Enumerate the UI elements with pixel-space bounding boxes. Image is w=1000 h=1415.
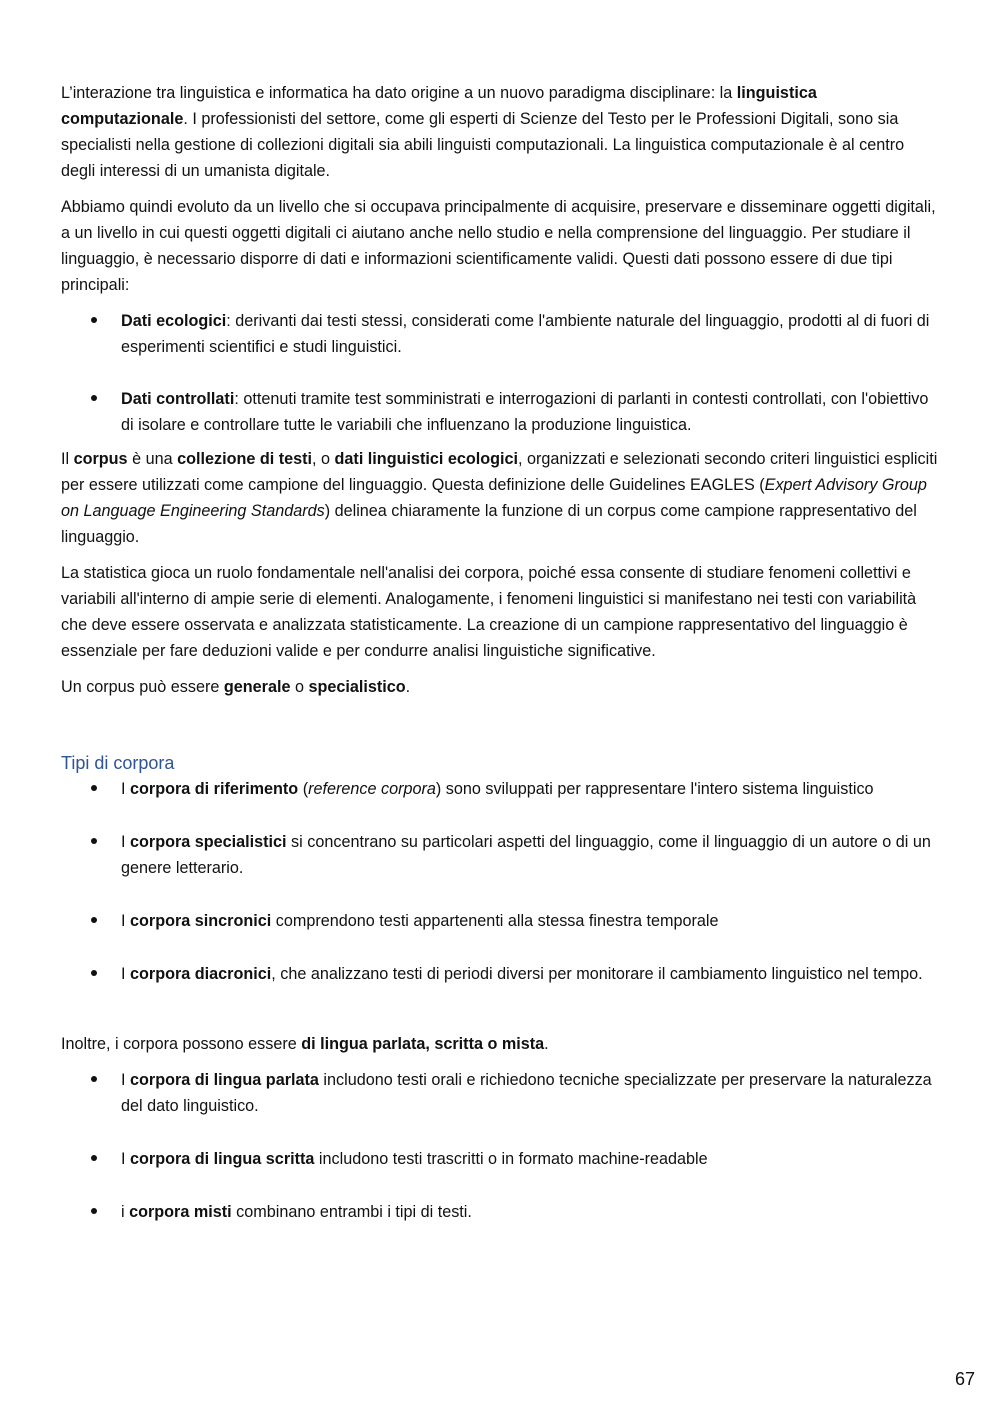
- text-run: .: [405, 678, 411, 696]
- corpora-types-list: [61, 776, 939, 987]
- document-body: [61, 80, 939, 1252]
- bold-term: corpora di lingua parlata: [130, 1071, 319, 1089]
- text-run: è una: [127, 450, 178, 468]
- list-item: [61, 908, 939, 934]
- data-types-list: [61, 308, 939, 438]
- bold-term: collezione di testi: [177, 450, 313, 468]
- text-run: : derivanti dai testi stessi, considerati come l'ambiente naturale del linguaggio, prodotti al di fuori di esperimenti scientifici e studi linguistici.: [121, 312, 930, 356]
- text-run: ) sono sviluppati per rappresentare l'intero sistema linguistico: [435, 780, 874, 798]
- paragraph-corpus-definition: [61, 446, 939, 550]
- paragraph-evolution: Abbiamo quindi evoluto da un livello che si occupava principalmente di acquisire, preservare e disseminare oggetti digitali, a un livello in cui questi oggetti digitali ci aiutano anche nello studio e nella comprensione del linguaggio. Per studiare il linguaggio, è necessario disporre di dati e informazioni scientificamente validi. Questi dati possono essere di due tipi principali:: [61, 198, 936, 294]
- text-run: I: [121, 1150, 130, 1168]
- paragraph-statistics: La statistica gioca un ruolo fondamentale nell'analisi dei corpora, poiché essa consente di studiare fenomeni collettivi e variabili all'interno di ampie serie di elementi. Analogamente, i fenomeni linguistici si manifestano nei testi con variabilità che deve essere osservata e analizzata statisticamente. La creazione di un campione rappresentativo del linguaggio è essenziale per fare deduzioni valide e per condurre analisi linguistiche significative.: [61, 564, 917, 660]
- list-item: [61, 1199, 939, 1225]
- text-run: I: [121, 912, 130, 930]
- italic-term: Expert Advisory Group on Language Engineering Standards: [61, 476, 927, 520]
- list-item: [61, 308, 939, 360]
- bold-term: corpora di lingua scritta: [130, 1150, 315, 1168]
- bold-term: dati linguistici ecologici: [334, 450, 519, 468]
- text-run: includono testi trascritti o in formato machine-readable: [314, 1150, 708, 1168]
- paragraph-intro: [61, 80, 939, 184]
- text-run: I: [121, 833, 130, 851]
- paragraph-general-specialistic: [61, 674, 939, 700]
- bold-term: linguistica computazionale: [61, 84, 817, 128]
- text-run: I: [121, 1071, 130, 1089]
- bold-term: corpora diacronici: [130, 965, 272, 983]
- page-number: 67: [954, 1369, 975, 1389]
- text-run: ) delinea chiaramente la funzione di un corpus come campione rappresentativo del linguaggio.: [61, 502, 917, 546]
- bold-term: specialistico: [308, 678, 406, 696]
- bold-term: corpora sincronici: [130, 912, 272, 930]
- text-run: I: [121, 965, 130, 983]
- list-item: [61, 961, 939, 987]
- text-run: includono testi orali e richiedono tecniche specializzate per preservare la naturalezza del dato linguistico.: [121, 1071, 932, 1115]
- list-item: [61, 1067, 939, 1119]
- text-run: combinano entrambi i tipi di testi.: [231, 1203, 472, 1221]
- text-run: si concentrano su particolari aspetti del linguaggio, come il linguaggio di un autore o di un genere letterario.: [121, 833, 931, 877]
- bold-term: Dati ecologici: [121, 312, 227, 330]
- text-run: , o: [312, 450, 335, 468]
- language-types-list: [61, 1067, 939, 1225]
- bold-term: Dati controllati: [121, 390, 235, 408]
- text-run: : ottenuti tramite test somministrati e interrogazioni di parlanti in contesti controllati, con l'obiettivo di isolare e controllare tutte le variabili che influenzano la produzione linguistica.: [121, 390, 929, 434]
- bold-term: generale: [223, 678, 291, 696]
- text-run: Il: [61, 450, 74, 468]
- text-run: comprendono testi appartenenti alla stessa finestra temporale: [271, 912, 719, 930]
- bold-term: corpus: [73, 450, 128, 468]
- text-run: (: [298, 780, 309, 798]
- text-run: Un corpus può essere: [61, 678, 224, 696]
- bold-term: corpora di riferimento: [130, 780, 299, 798]
- text-run: i: [121, 1203, 130, 1221]
- text-run: . I professionisti del settore, come gli esperti di Scienze del Testo per le Professioni Digitali, sono sia specialisti nella gestione di collezioni digitali sia abili linguisti computazionali. La linguistica computazionale è al centro degli interessi di un umanista digitale.: [61, 110, 905, 180]
- text-run: , che analizzano testi di periodi diversi per monitorare il cambiamento linguistico nel tempo.: [271, 965, 923, 983]
- text-run: o: [290, 678, 309, 696]
- bold-term: corpora misti: [129, 1203, 232, 1221]
- list-item: [61, 1146, 939, 1172]
- text-run: , organizzati e selezionati secondo criteri linguistici espliciti per essere utilizzati come campione del linguaggio. Questa definizione delle Guidelines EAGLES (: [61, 450, 938, 494]
- paragraph-language-types: [61, 1031, 939, 1057]
- text-run: I: [121, 780, 130, 798]
- text-run: .: [544, 1035, 549, 1053]
- section-heading: Tipi di corpora: [61, 753, 175, 773]
- italic-term: reference corpora: [308, 780, 436, 798]
- list-item: [61, 386, 939, 438]
- list-item: [61, 829, 939, 881]
- text-run: L’interazione tra linguistica e informatica ha dato origine a un nuovo paradigma disciplinare: la: [61, 84, 737, 102]
- bold-term: corpora specialistici: [130, 833, 287, 851]
- bold-term: di lingua parlata, scritta o mista: [301, 1035, 545, 1053]
- text-run: Inoltre, i corpora possono essere: [61, 1035, 302, 1053]
- list-item: [61, 776, 939, 802]
